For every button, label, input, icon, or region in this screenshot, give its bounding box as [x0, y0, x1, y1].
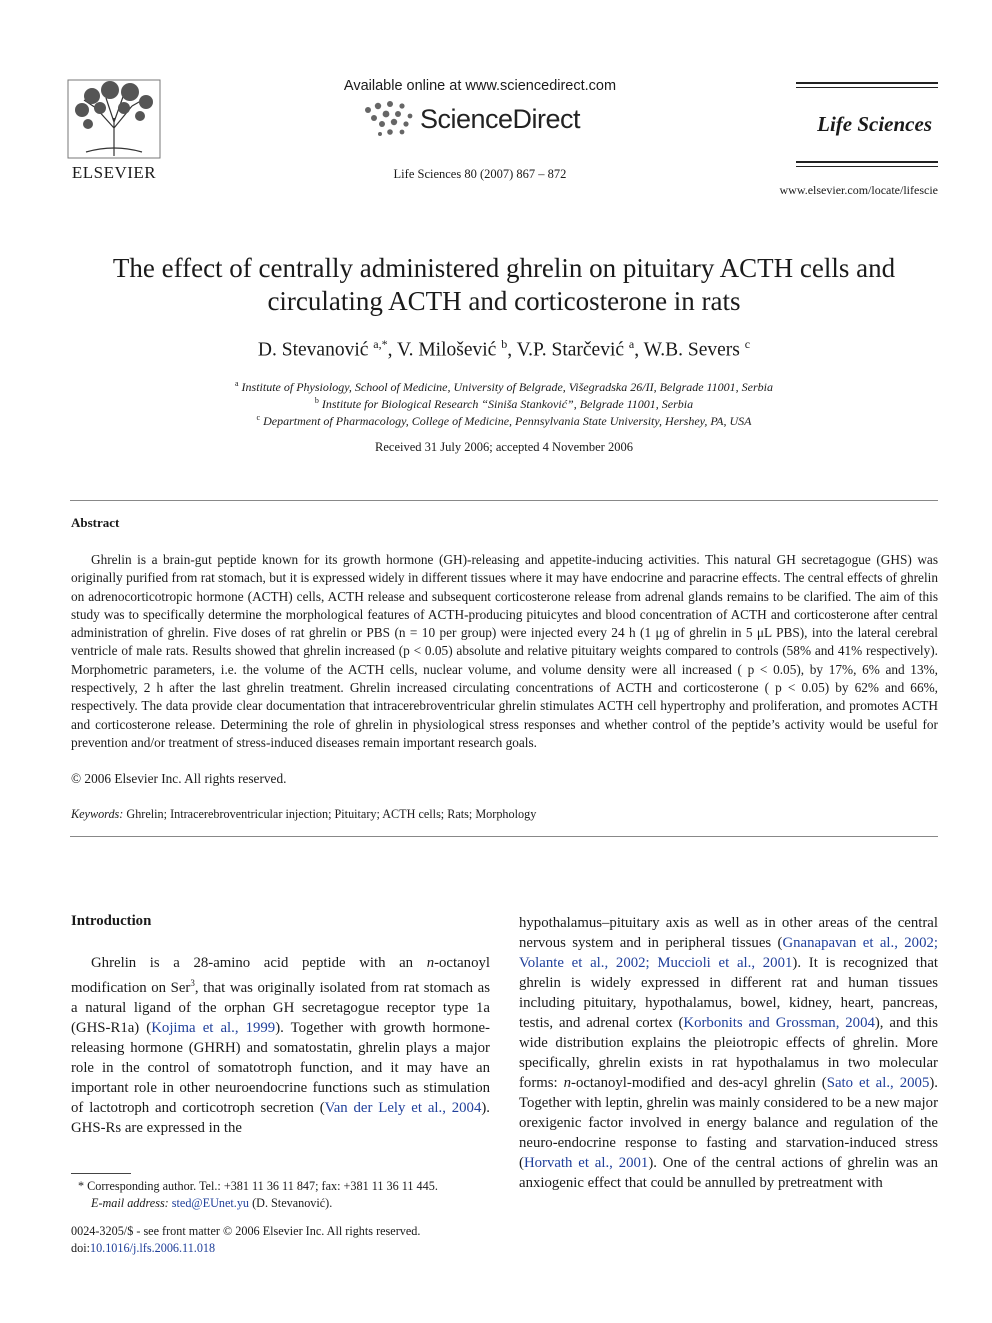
italic-text: n	[563, 1075, 572, 1091]
issn-line: 0024-3205/$ - see front matter © 2006 Elsevier Inc. All rights reserved.	[71, 1224, 421, 1238]
italic-text: n	[426, 955, 435, 971]
author-affiliation-mark[interactable]: b	[501, 337, 508, 351]
author-name: V. Milošević	[397, 339, 497, 361]
divider	[70, 500, 938, 501]
body-text: hypothalamus–pituitary axis as well as in other areas of the central nervous system and in peripheral tissues (	[519, 915, 938, 951]
doi-line	[71, 1240, 491, 1257]
citation-link[interactable]: Horvath et al., 2001	[523, 1155, 649, 1171]
affiliation-text: Department of Pharmacology, College of Medicine, Pennsylvania State University, Hershey, PA, USA	[263, 414, 752, 428]
body-text: , that was originally isolated from rat stomach as a natural ligand of the orphan GH secretagogue receptor type 1a (GHS-R1a) (	[71, 979, 490, 1036]
affiliation-mark: c	[256, 413, 261, 422]
journal-name: Life Sciences	[817, 112, 932, 136]
abstract-text: Ghrelin is a brain-gut peptide known for its growth hormone (GH)-releasing and appetite-inducing activities. This natural GH secretagogue (GHS) was originally purified from rat stomach, but it is expressed widely in different tissues where it may have endocrine and paracrine effects. The central effects of ghrelin on adrenocorticotropic hormone (ACTH) cells, ACTH release and subsequent corticosterone release from adrenal glands remains to be clarified. The aim of this study was to specifically determine the morphological features of ACTH-producing pituicytes and blood concentration of ACTH and corticosterone after central administration of ghrelin. Five doses of rat ghrelin or PBS (n = 10 per group) were injected every 24 h (1 μg of ghrelin in 5 μL PBS), into the lateral cerebral ventricle of male rats. Results showed that ghrelin increased (p < 0.05) absolute and relative pituitary weights compared to controls (58% and 41% respectively). Morphometric parameters, i.e. the volume of the ACTH cells, nuclear volume, and volume density were all increased ( p < 0.05), by 17%, 6% and 13%, respectively, 2 h after the last ghrelin treatment. Ghrelin increased circulating concentrations of ACTH and corticosterone ( p < 0.05) by 62% and 66%, respectively. The data provide clear documentation that intracerebroventricular ghrelin stimulates ACTH cell hypertrophy and proliferation, and promotes ACTH and corticosterone release. Determining the role of ghrelin in physiological stress responses and whether control of the peptide’s activity would be useful for prevention and/or treatment of stress-induced diseases remain important research goals.	[71, 552, 938, 750]
author-name: V.P. Starčević	[516, 339, 625, 361]
body-text: ). GHS-Rs are expressed in the	[71, 1099, 490, 1136]
keywords-list: Ghrelin; Intracerebroventricular injection; Pituitary; ACTH cells; Rats; Morphology	[126, 807, 537, 821]
citation-link[interactable]: Van der Lely et al., 2004	[324, 1099, 482, 1116]
keywords-label: Keywords:	[71, 807, 124, 821]
abstract-heading: Abstract	[71, 515, 120, 530]
journal-citation: Life Sciences 80 (2007) 867 – 872	[393, 167, 567, 181]
affiliation-text: Institute for Biological Research “Siniša Stanković”, Belgrade 11001, Serbia	[321, 397, 694, 411]
affiliation	[70, 379, 938, 395]
divider	[70, 836, 938, 837]
title-line: The effect of centrally administered ghrelin on pituitary ACTH cells and	[112, 253, 896, 283]
affiliation	[70, 396, 938, 412]
author-affiliation-mark[interactable]: a	[628, 337, 635, 351]
body-column-right	[519, 913, 938, 1193]
author-list	[70, 337, 938, 362]
body-text: ). Together with growth hormone-releasing hormone (GHRH) and somatostatin, ghrelin plays a major role in the control of somatotroph function, and it may have an important role in other neuroendocrine functions such as stimulation of lactotroph and corticotroph secretion (	[71, 1019, 490, 1116]
body-column-left	[71, 953, 490, 1138]
author-name: W.B. Severs	[643, 339, 740, 361]
available-online-text[interactable]: Available online at www.sciencedirect.com	[343, 78, 617, 94]
author-separator: ,	[387, 339, 398, 361]
body-text: -octanoyl-modified and des-acyl ghrelin (	[571, 1075, 827, 1091]
affiliation-mark: b	[314, 396, 319, 405]
citation-link[interactable]: Sato et al., 2005	[826, 1075, 930, 1091]
body-text: ), and this wide distribution explains the pleiotropic effects of ghrelin. More specifically, ghrelin exists in rat hypothalamus in two molecular forms:	[519, 1015, 938, 1091]
author-affiliation-mark[interactable]: c	[744, 337, 751, 351]
author-separator: ,	[634, 339, 644, 361]
email-label: E-mail address:	[91, 1196, 169, 1210]
sciencedirect-dots-icon	[360, 100, 418, 140]
journal-masthead	[796, 82, 938, 170]
journal-url-link[interactable]: www.elsevier.com/locate/lifescie	[779, 183, 938, 197]
body-text: ). One of the central actions of ghrelin was an anxiogenic effect that could be annulled by pretreatment with	[519, 1155, 939, 1191]
superscript: 3	[190, 978, 195, 988]
body-text: ). It is recognized that ghrelin is widely expressed in different rat and human tissues including pituitary, hypothalamus, bowel, kidney, heart, pancreas, testis, and adrenal cortex (	[519, 955, 938, 1031]
doi-label: doi:	[71, 1241, 90, 1255]
masthead-rule	[796, 166, 938, 167]
body-text: ). Together with leptin, ghrelin was mainly considered to be a new major orexigenic factor involved in energy balance and regulation of the neuro-endocrine response to fasting and starvation-induced stress (	[519, 1075, 938, 1171]
masthead-rule	[796, 161, 938, 163]
elsevier-tree-logo	[66, 78, 162, 160]
email-suffix: (D. Stevanović).	[249, 1196, 333, 1210]
author-affiliation-mark[interactable]: a,*	[373, 337, 388, 351]
citation-link[interactable]: Korbonits and Grossman, 2004	[683, 1015, 875, 1031]
issn-doi-block	[71, 1223, 491, 1257]
author-separator: ,	[507, 339, 517, 361]
section-heading-introduction: Introduction	[71, 913, 152, 929]
corresponding-author-footnote	[71, 1178, 491, 1212]
body-text: -octanoyl modification on Ser	[71, 955, 490, 996]
article-title	[70, 252, 938, 318]
corresponding-author-line: * Corresponding author. Tel.: +381 11 36 11 847; fax: +381 11 36 11 445.	[78, 1179, 438, 1193]
sciencedirect-wordmark: ScienceDirect	[420, 104, 581, 134]
sciencedirect-logo[interactable]	[360, 100, 610, 142]
abstract-copyright: © 2006 Elsevier Inc. All rights reserved.	[71, 771, 287, 786]
affiliation	[70, 413, 938, 429]
email-link[interactable]: sted@EUnet.yu	[171, 1196, 250, 1210]
received-dates: Received 31 July 2006; accepted 4 November 2006	[375, 440, 633, 454]
body-text: Ghrelin is a 28-amino acid peptide with an	[91, 955, 427, 971]
keywords	[71, 807, 536, 822]
doi-link[interactable]: 10.1016/j.lfs.2006.11.018	[89, 1241, 216, 1255]
title-line: circulating ACTH and corticosterone in rats	[267, 286, 741, 316]
email-line	[71, 1195, 491, 1212]
affiliation-mark: a	[234, 379, 239, 388]
masthead-rule	[796, 87, 938, 88]
footnote-rule	[71, 1173, 131, 1174]
affiliation-text: Institute of Physiology, School of Medicine, University of Belgrade, Višegradska 26/II, Belgrade 11001, Serbia	[241, 380, 773, 394]
citation-link[interactable]: Gnanapavan et al., 2002; Volante et al., 2002; Muccioli et al., 2001	[519, 935, 938, 971]
masthead-rule	[796, 82, 938, 84]
citation-link[interactable]: Kojima et al., 1999	[151, 1019, 276, 1036]
author-name: D. Stevanović	[257, 339, 369, 361]
publisher-name: ELSEVIER	[71, 163, 157, 182]
